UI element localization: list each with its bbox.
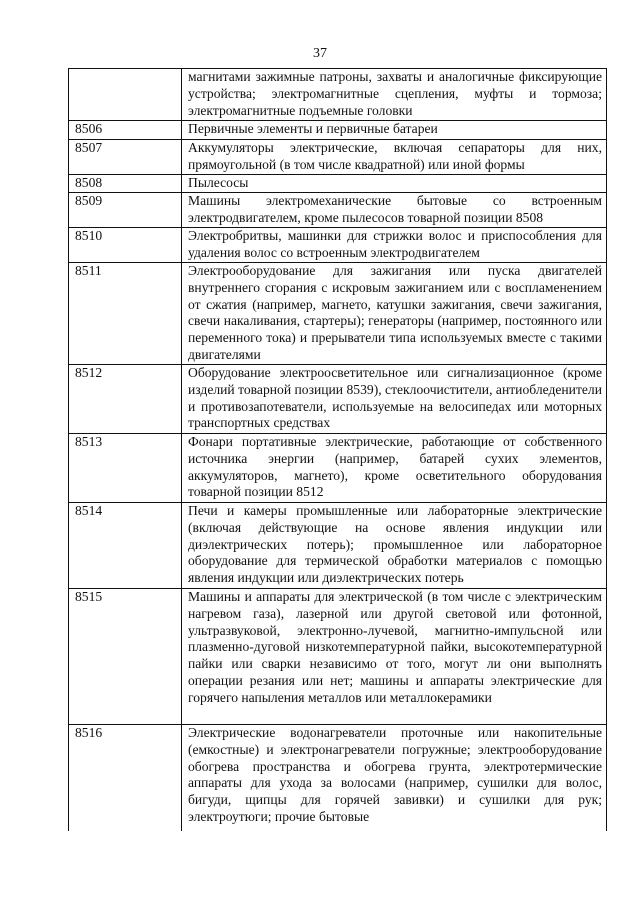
description-cell: Первичные элементы и первичные батареи: [182, 121, 607, 140]
code-cell: 8508: [69, 175, 182, 193]
page-number: 37: [313, 46, 327, 61]
description-cell: Машины и аппараты для электрической (в том числе с электрическим нагревом газа), лазерной или другой световой или фотонной, ультразвуковой, электронно-лучевой, магнитно-импульсной или плазменно-дуговой низкотемпературной пайки, высокотемпературной пайки или сварки независимо от того, могут ли они выполнять операции резания или нет; машины и аппараты электрические для горячего напыления металлов или металлокерамики: [182, 589, 607, 725]
table-row: [69, 140, 607, 175]
description-cell: Фонари портативные электрические, работающие от собственного источника энергии (например, батарей сухих элементов, аккумуляторов, магнето), кроме осветительного оборудования товарной позиции 8512: [182, 434, 607, 503]
description-cell: Электрические водонагреватели проточные или накопительные (емкостные) и электронагреватели погружные; электрооборудование обогрева пространства и обогрева грунта, электротермические аппараты для ухода за волосами (например, сушилки для волос, бигуди, щипцы для горячей завивки) и сушилки для рук; электроутюги; прочие бытовые: [182, 725, 607, 831]
table-row: [69, 228, 607, 263]
table-row: [69, 503, 607, 589]
table-row: [69, 725, 607, 831]
table-row: [69, 434, 607, 503]
code-cell: 8511: [69, 263, 182, 365]
table-row: [69, 69, 607, 121]
description-cell: Печи и камеры промышленные или лабораторные электрические (включая действующие на основе явления индукции или диэлектрических потерь); промышленное или лабораторное оборудование для термической обработки материалов с помощью явления индукции или диэлектрических потерь: [182, 503, 607, 589]
description-cell: Оборудование электроосветительное или сигнализационное (кроме изделий товарной позиции 8539), стеклоочистители, антиобледенители и противозапотеватели, используемые на велосипедах или моторных транспортных средствах: [182, 365, 607, 434]
code-cell: 8516: [69, 725, 182, 831]
description-cell: Электрооборудование для зажигания или пуска двигателей внутреннего сгорания с искровым зажиганием или с воспламенением от сжатия (например, магнето, катушки зажигания, свечи зажигания, свечи накаливания, стартеры); генераторы (например, постоянного или переменного тока) и прерыватели типа используемых вместе с такими двигателями: [182, 263, 607, 365]
table-row: [69, 365, 607, 434]
code-cell: 8510: [69, 228, 182, 263]
table-row: [69, 263, 607, 365]
table-row: [69, 121, 607, 140]
code-cell: 8514: [69, 503, 182, 589]
code-cell: 8513: [69, 434, 182, 503]
code-cell: 8509: [69, 193, 182, 228]
description-cell: Пылесосы: [182, 175, 607, 193]
code-cell: 8515: [69, 589, 182, 725]
description-cell: Электробритвы, машинки для стрижки волос и приспособления для удаления волос со встроенным электродвигателем: [182, 228, 607, 263]
tariff-code-table: [68, 68, 607, 831]
table-row: [69, 175, 607, 193]
description-cell: Аккумуляторы электрические, включая сепараторы для них, прямоугольной (в том числе квадратной) или иной формы: [182, 140, 607, 175]
table-row: [69, 589, 607, 725]
code-cell: 8507: [69, 140, 182, 175]
code-cell: [69, 69, 182, 121]
description-cell: магнитами зажимные патроны, захваты и аналогичные фиксирующие устройства; электромагнитные сцепления, муфты и тормоза; электромагнитные подъемные головки: [182, 69, 607, 121]
description-cell: Машины электромеханические бытовые со встроенным электродвигателем, кроме пылесосов товарной позиции 8508: [182, 193, 607, 228]
code-cell: 8506: [69, 121, 182, 140]
code-cell: 8512: [69, 365, 182, 434]
table-row: [69, 193, 607, 228]
